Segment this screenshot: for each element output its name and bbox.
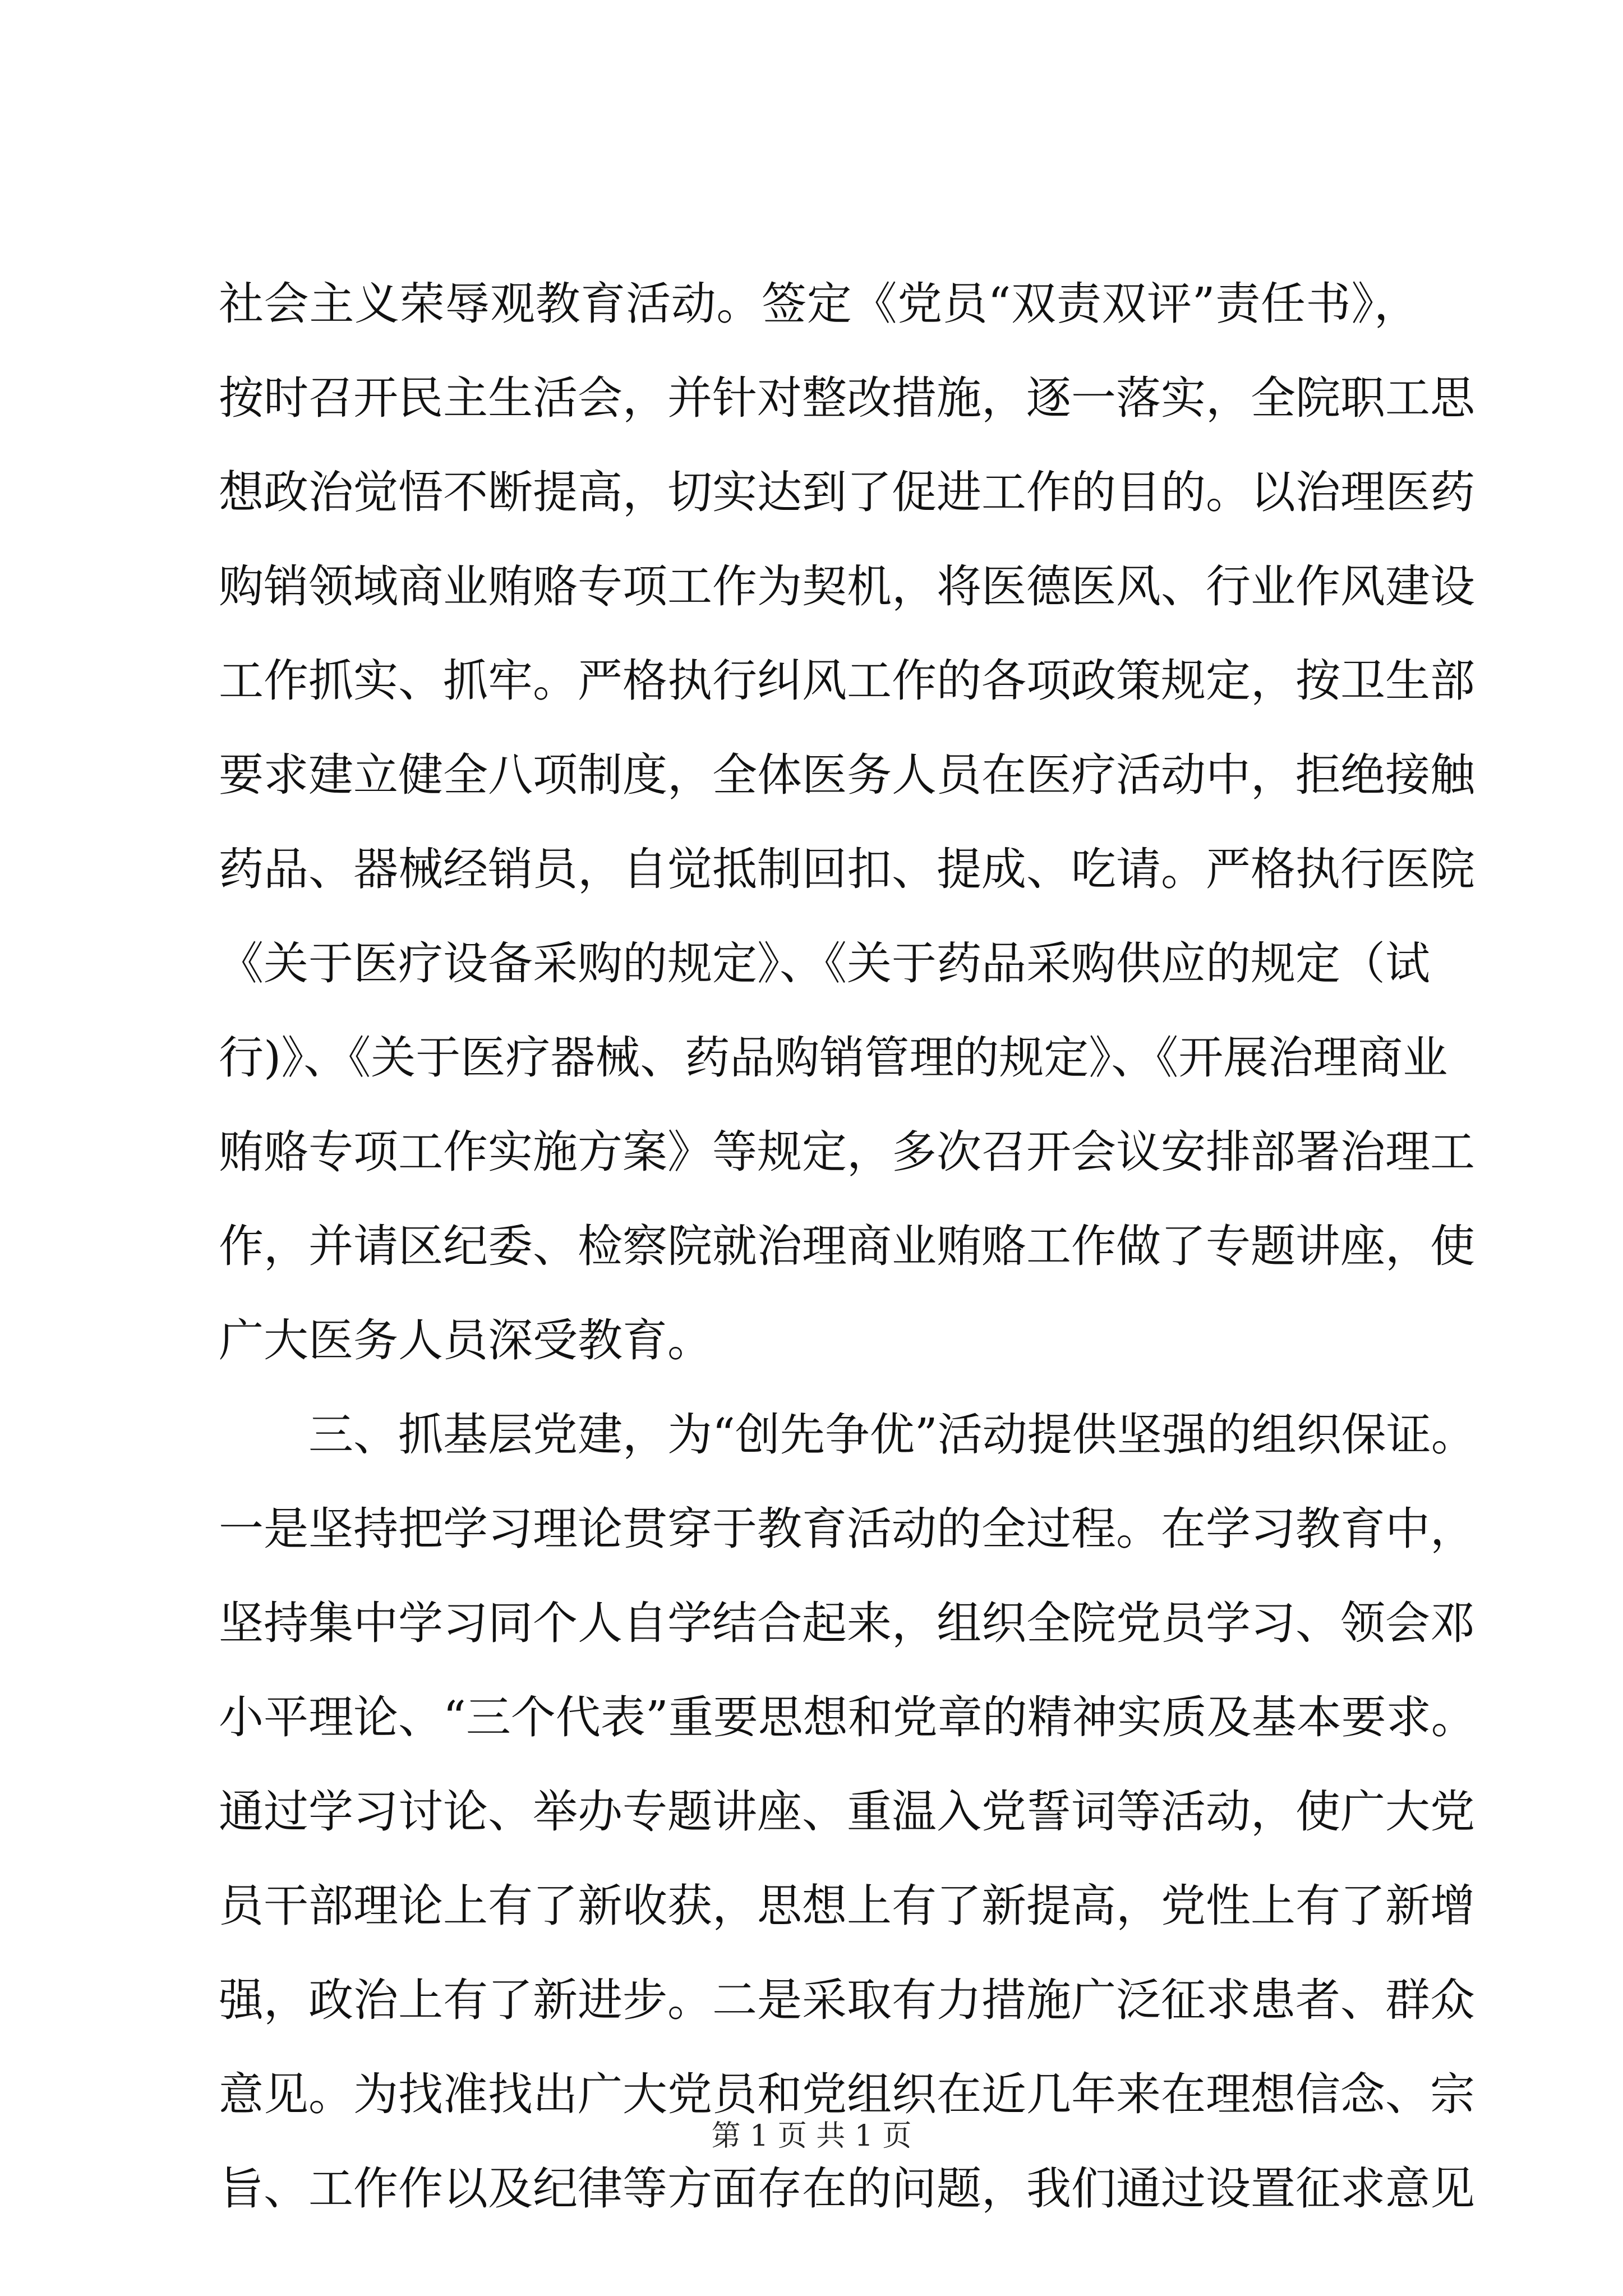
text-line: 旨、工作作以及纪律等方面存在的问题，我们通过设置征求意见 bbox=[219, 2162, 1475, 2215]
page-number-footer: 第 1 页 共 1 页 bbox=[711, 2119, 912, 2153]
text-line: 员干部理论上有了新收获，思想上有了新提高，党性上有了新增 bbox=[219, 1880, 1475, 1932]
text-line: 社会主义荣辱观教育活动。签定《党员“双责双评”责任书》， bbox=[219, 278, 1419, 330]
text-line: 药品、器械经销员，自觉抵制回扣、提成、吃请。严格执行医院 bbox=[219, 843, 1475, 895]
text-line: 工作抓实、抓牢。严格执行纠风工作的各项政策规定，按卫生部 bbox=[219, 655, 1475, 707]
text-line: 强，政治上有了新进步。二是采取有力措施广泛征求患者、群众 bbox=[219, 1974, 1475, 2026]
text-line: 通过学习讨论、举办专题讲座、重温入党誓词等活动，使广大党 bbox=[219, 1786, 1475, 1838]
text-line: 购销领域商业贿赂专项工作为契机，将医德医风、行业作风建设 bbox=[219, 560, 1475, 613]
text-line: 小平理论、“三个代表”重要思想和党章的精神实质及基本要求。 bbox=[219, 1691, 1476, 1743]
text-line: 想政治觉悟不断提高，切实达到了促进工作的目的。以治理医药 bbox=[219, 466, 1475, 518]
text-line: 作，并请区纪委、检察院就治理商业贿赂工作做了专题讲座，使 bbox=[219, 1220, 1475, 1272]
text-line: 《关于医疗设备采购的规定》、《关于药品采购供应的规定（试 bbox=[219, 937, 1430, 990]
text-line: 按时召开民主生活会，并针对整改措施，逐一落实，全院职工思 bbox=[219, 372, 1475, 424]
text-line: 贿赂专项工作实施方案》等规定，多次召开会议安排部署治理工 bbox=[219, 1126, 1475, 1178]
text-line: 坚持集中学习同个人自学结合起来，组织全院党员学习、领会邓 bbox=[219, 1597, 1475, 1649]
text-line: 一是坚持把学习理论贯穿于教育活动的全过程。在学习教育中， bbox=[219, 1503, 1475, 1555]
document-body bbox=[219, 257, 1476, 2236]
text-line: 行)》、《关于医疗器械、药品购销管理的规定》、《开展治理商业 bbox=[219, 1032, 1448, 1084]
section-heading-line: 三、抓基层党建，为“创先争优”活动提供坚强的组织保证。 bbox=[308, 1409, 1476, 1461]
text-line: 意见。为找准找出广大党员和党组织在近几年来在理想信念、宗 bbox=[219, 2068, 1475, 2120]
text-line: 要求建立健全八项制度，全体医务人员在医疗活动中，拒绝接触 bbox=[219, 749, 1475, 801]
text-line: 广大医务人员深受教育。 bbox=[219, 1314, 712, 1366]
